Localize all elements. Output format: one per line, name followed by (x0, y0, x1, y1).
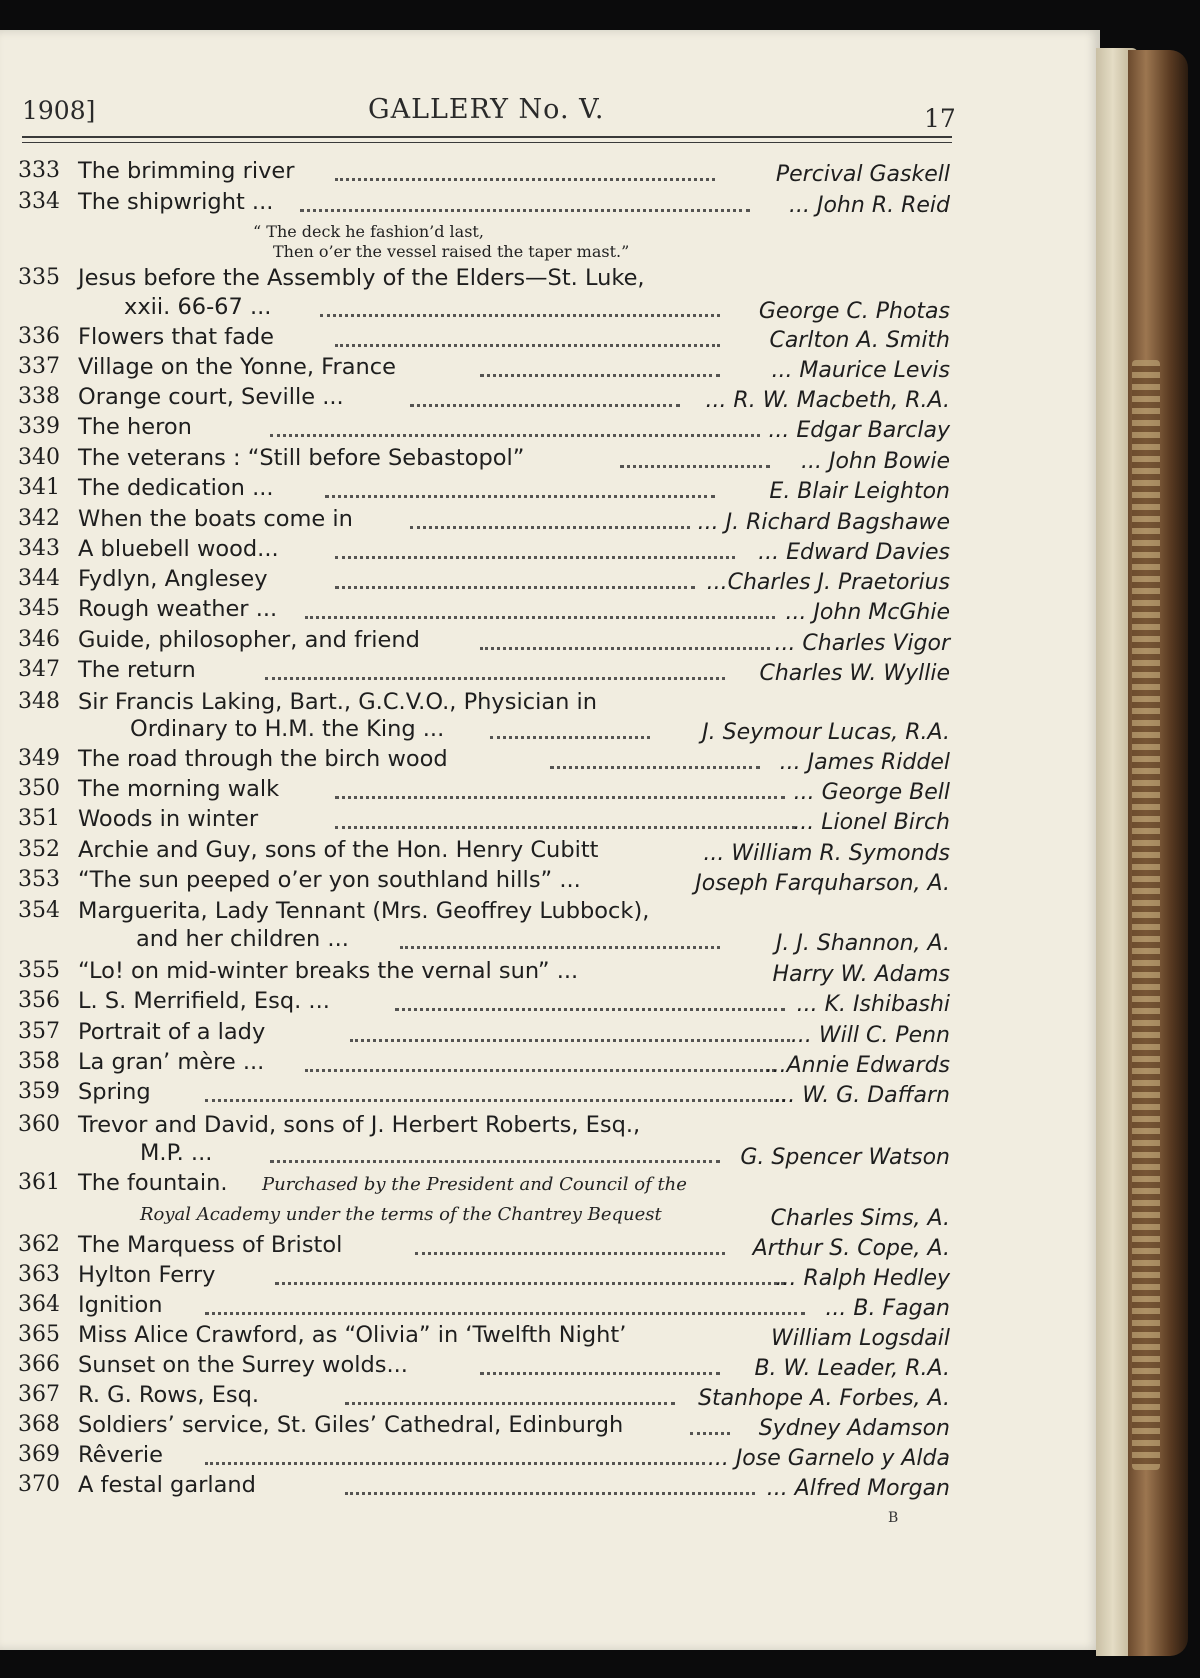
entry-title: The road through the birch wood (78, 746, 448, 772)
entry-title: Soldiers’ service, St. Giles’ Cathedral, Edinburgh (78, 1412, 624, 1438)
entry-artist: Carlton A. Smith (769, 328, 950, 353)
entry-artist: J. J. Shannon, A. (775, 931, 950, 956)
entry-title: Fydlyn, Anglesey (78, 566, 268, 592)
entry-artist: ... John McGhie (785, 600, 950, 625)
header-year: 1908] (22, 96, 96, 125)
entry-title: Jesus before the Assembly of the Elders—St. Luke, (78, 265, 645, 291)
entry-note: Royal Academy under the terms of the Chantrey Bequest (140, 1204, 662, 1225)
entry-number: 333 (18, 158, 60, 183)
entry-number: 335 (18, 265, 60, 290)
entry-number: 348 (18, 689, 60, 714)
entry-title: Miss Alice Crawford, as “Olivia” in ‘Twelfth Night’ (78, 1322, 627, 1348)
spine-binding (1132, 360, 1160, 1470)
entry-number: 340 (18, 445, 60, 470)
entry-title: La gran’ mère ... (78, 1049, 265, 1075)
entry-artist: ... J. Richard Bagshawe (697, 510, 950, 535)
entry-number: 354 (18, 898, 60, 923)
entry-artist: ...Annie Edwards (765, 1053, 950, 1078)
entry-title: Hylton Ferry (78, 1262, 216, 1288)
entry-title-continued: xxii. 66-67 ... (124, 294, 272, 320)
entry-title: A bluebell wood... (78, 536, 279, 562)
entry-title: Spring (78, 1079, 151, 1105)
entry-number: 356 (18, 988, 60, 1013)
entry-title: The heron (78, 414, 192, 440)
entry-artist: ... B. Fagan (825, 1296, 950, 1321)
entry-title: The dedication ... (78, 475, 274, 501)
entry-quote: “ The deck he fashion’d last, (253, 222, 484, 241)
entry-artist: ... James Riddel (779, 750, 950, 775)
entry-artist: ... R. W. Macbeth, R.A. (705, 388, 950, 413)
entry-title: Woods in winter (78, 806, 259, 832)
entry-title: Rough weather ... (78, 596, 278, 622)
entry-number: 358 (18, 1049, 60, 1074)
gallery-title: GALLERY No. V. (368, 94, 605, 125)
entry-number: 363 (18, 1262, 60, 1287)
entry-artist: George C. Photas (758, 299, 950, 324)
entry-number: 367 (18, 1382, 60, 1407)
entry-artist: ... William R. Symonds (703, 841, 950, 866)
entry-artist: Harry W. Adams (772, 962, 950, 987)
entry-number: 346 (18, 627, 60, 652)
entry-title: Portrait of a lady (78, 1019, 266, 1045)
entry-title-continued: and her children ... (136, 926, 349, 952)
entry-number: 344 (18, 566, 60, 591)
entry-title: The brimming river (78, 158, 295, 184)
entry-artist: Charles W. Wyllie (759, 661, 950, 686)
entry-artist: E. Blair Leighton (769, 479, 950, 504)
entry-number: 362 (18, 1232, 60, 1257)
entry-artist: ... Alfred Morgan (766, 1476, 950, 1501)
entry-number: 349 (18, 746, 60, 771)
entry-number: 360 (18, 1112, 60, 1137)
entry-title: Rêverie (78, 1442, 163, 1468)
entry-artist: ...Charles J. Praetorius (706, 570, 950, 595)
leader-dots (490, 716, 650, 739)
entry-number: 334 (18, 189, 60, 214)
entry-title-continued: Ordinary to H.M. the King ... (130, 716, 445, 742)
entry-number: 352 (18, 837, 60, 862)
entry-title: The shipwright ... (78, 189, 274, 215)
entry-number: 364 (18, 1292, 60, 1317)
signature-mark: B (888, 1510, 899, 1526)
entry-artist: ... Lionel Birch (793, 810, 950, 835)
entry-title: R. G. Rows, Esq. (78, 1382, 260, 1408)
entry-title: “Lo! on mid-winter breaks the vernal sun” ... (78, 958, 579, 984)
entry-artist: ... Ralph Hedley (775, 1266, 950, 1291)
entry-title: Trevor and David, sons of J. Herbert Roberts, Esq., (78, 1112, 641, 1138)
entry-artist: ... John Bowie (801, 449, 950, 474)
entry-number: 353 (18, 867, 60, 892)
entry-title: Archie and Guy, sons of the Hon. Henry Cubitt (78, 837, 599, 863)
entry-artist: ... Edward Davies (758, 540, 950, 565)
entry-artist: Stanhope A. Forbes, A. (698, 1386, 950, 1411)
entry-number: 368 (18, 1412, 60, 1437)
entry-number: 342 (18, 506, 60, 531)
entry-number: 350 (18, 776, 60, 801)
entry-title: “The sun peeped o’er yon southland hills” ... (78, 867, 581, 893)
entry-number: 347 (18, 657, 60, 682)
entry-number: 343 (18, 536, 60, 561)
entry-number: 369 (18, 1442, 60, 1467)
entry-number: 351 (18, 806, 60, 831)
leader-dots (345, 1382, 675, 1405)
entry-number: 365 (18, 1322, 60, 1347)
entry-artist: ... Jose Garnelo y Alda (707, 1446, 950, 1471)
entry-artist: ... Edgar Barclay (768, 418, 950, 443)
entry-artist: ... K. Ishibashi (796, 992, 950, 1017)
entry-title: Flowers that fade (78, 324, 275, 350)
entry-artist: Percival Gaskell (775, 162, 950, 187)
entry-artist: ... Will C. Penn (790, 1023, 950, 1048)
entry-artist: Charles Sims, A. (770, 1206, 950, 1231)
entry-title: Sunset on the Surrey wolds... (78, 1352, 408, 1378)
entry-artist: ... John R. Reid (789, 193, 950, 218)
entry-title: The Marquess of Bristol (78, 1232, 343, 1258)
entry-number: 370 (18, 1472, 60, 1497)
page-number: 17 (924, 104, 956, 133)
entry-artist: Sydney Adamson (758, 1416, 950, 1441)
entry-number: 361 (18, 1170, 60, 1195)
entry-number: 345 (18, 596, 60, 621)
entry-artist: ... Charles Vigor (774, 631, 950, 656)
entry-artist: ... George Bell (793, 780, 950, 805)
entry-note: Purchased by the President and Council of the (262, 1174, 687, 1195)
entry-quote: Then o’er the vessel raised the taper mast.” (273, 242, 630, 261)
entry-title: Sir Francis Laking, Bart., G.C.V.O., Physician in (78, 689, 598, 715)
entry-artist: ... Maurice Levis (771, 358, 950, 383)
entry-number: 337 (18, 354, 60, 379)
entry-number: 357 (18, 1019, 60, 1044)
entry-number: 366 (18, 1352, 60, 1377)
entry-number: 336 (18, 324, 60, 349)
entry-artist: Joseph Farquharson, A. (695, 871, 950, 896)
entry-artist: Arthur S. Cope, A. (752, 1236, 950, 1261)
entry-title: Village on the Yonne, France (78, 354, 396, 380)
entry-title: Orange court, Seville ... (78, 384, 344, 410)
entry-artist: J. Seymour Lucas, R.A. (702, 720, 950, 745)
entry-title: When the boats come in (78, 506, 353, 532)
entry-artist: ... W. G. Daffarn (774, 1083, 950, 1108)
entry-number: 355 (18, 958, 60, 983)
entry-number: 338 (18, 384, 60, 409)
entry-title: Marguerita, Lady Tennant (Mrs. Geoffrey Lubbock), (78, 898, 650, 924)
entry-title: Ignition (78, 1292, 163, 1318)
entry-artist: G. Spencer Watson (740, 1145, 950, 1170)
entry-title: The fountain. (78, 1170, 228, 1196)
entry-title: A festal garland (78, 1472, 256, 1498)
entry-title: The morning walk (78, 776, 280, 802)
entry-title-continued: M.P. ... (140, 1140, 213, 1166)
entry-title: Guide, philosopher, and friend (78, 627, 420, 653)
entry-number: 359 (18, 1079, 60, 1104)
entry-number: 339 (18, 414, 60, 439)
entry-title: L. S. Merrifield, Esq. ... (78, 988, 330, 1014)
entry-artist: B. W. Leader, R.A. (754, 1356, 950, 1381)
entry-title: The return (78, 657, 196, 683)
entry-title: The veterans : “Still before Sebastopol” (78, 445, 525, 471)
entry-artist: William Logsdail (771, 1326, 950, 1351)
entry-number: 341 (18, 475, 60, 500)
